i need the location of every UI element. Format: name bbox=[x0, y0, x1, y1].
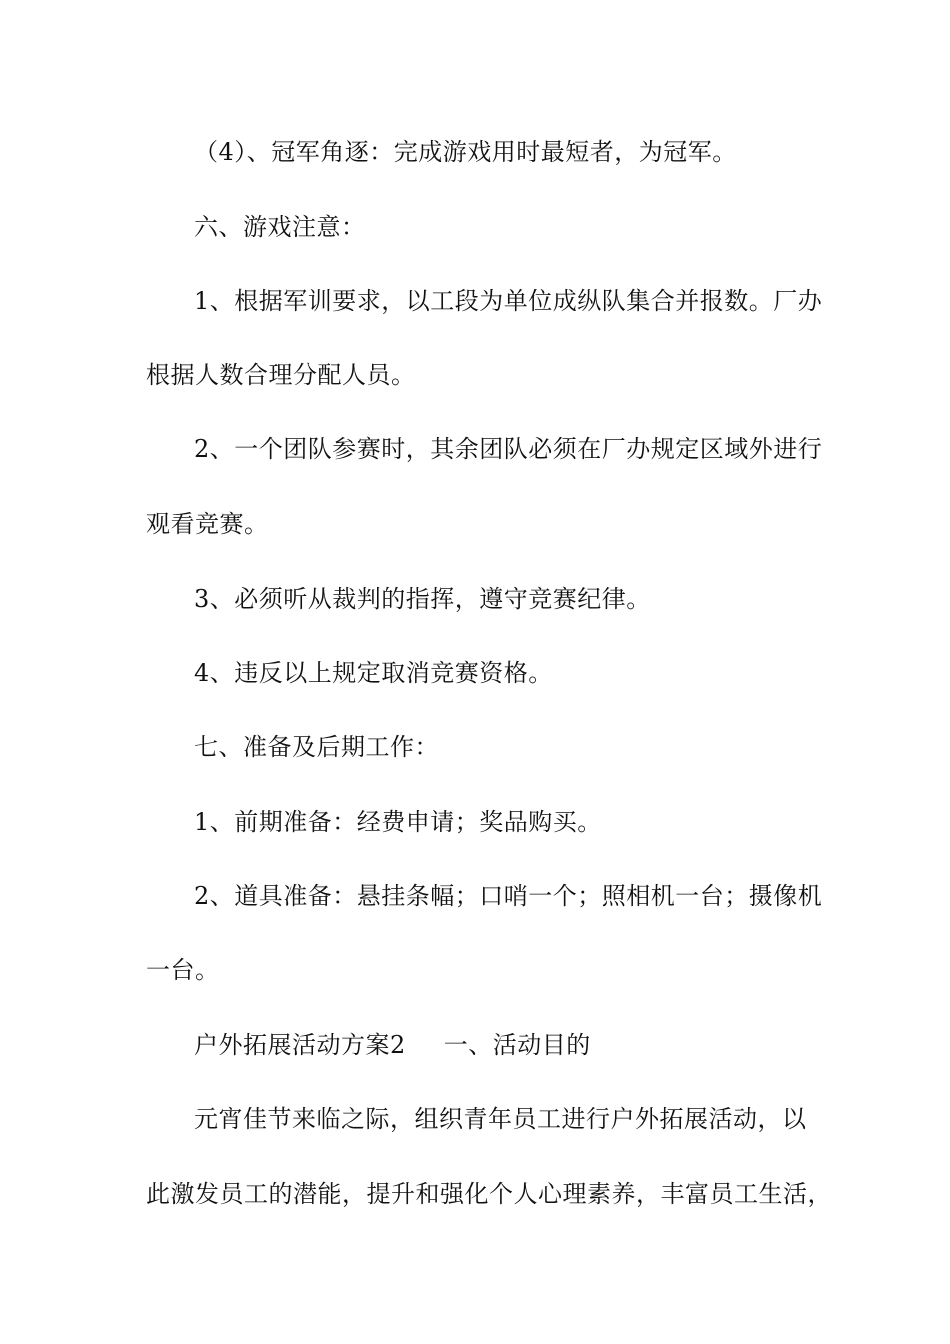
section-heading: 六、游戏注意： bbox=[194, 213, 366, 241]
paragraph-line: 2、一个团队参赛时，其余团队必须在厂办规定区域外进行 bbox=[194, 435, 823, 463]
paragraph-line: 1、根据军训要求，以工段为单位成纵队集合并报数。厂办 bbox=[194, 287, 823, 315]
paragraph-line: 根据人数合理分配人员。 bbox=[146, 361, 416, 389]
paragraph-line: 一台。 bbox=[146, 956, 220, 984]
section-heading: 一、活动目的 bbox=[443, 1031, 591, 1059]
paragraph-line: （4）、冠军角逐：完成游戏用时最短者，为冠军。 bbox=[194, 138, 737, 166]
section-heading: 七、准备及后期工作： bbox=[194, 733, 439, 761]
paragraph-line: 4、违反以上规定取消竞赛资格。 bbox=[194, 659, 553, 687]
paragraph-line: 1、前期准备：经费申请；奖品购买。 bbox=[194, 808, 602, 836]
paragraph-line: 观看竞赛。 bbox=[146, 510, 269, 538]
paragraph-line: 2、道具准备：悬挂条幅；口哨一个；照相机一台；摄像机 bbox=[194, 882, 823, 910]
document-title: 户外拓展活动方案2 bbox=[194, 1031, 406, 1059]
paragraph-line: 3、必须听从裁判的指挥，遵守竞赛纪律。 bbox=[194, 585, 651, 613]
paragraph-line: 元宵佳节来临之际，组织青年员工进行户外拓展活动，以 bbox=[194, 1105, 807, 1133]
paragraph-line: 此激发员工的潜能，提升和强化个人心理素养，丰富员工生活， bbox=[146, 1180, 832, 1208]
document-title-line bbox=[194, 1029, 874, 1061]
